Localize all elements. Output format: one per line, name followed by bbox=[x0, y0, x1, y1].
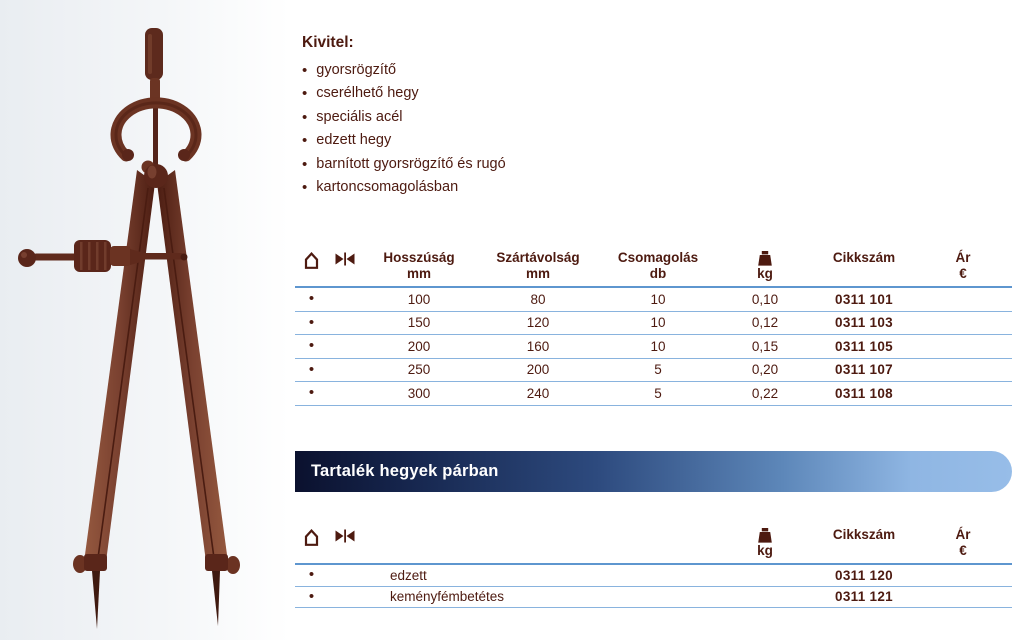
item-number-cell: 0311 105 bbox=[835, 338, 893, 354]
feature-item bbox=[302, 129, 632, 152]
row-bullet: • bbox=[308, 313, 315, 331]
feature-item-label: edzett hegy bbox=[316, 132, 392, 149]
features-title: Kivitel: bbox=[302, 34, 354, 51]
column-header-itemno: Cikkszám bbox=[832, 527, 896, 542]
bullet-icon: • bbox=[302, 179, 308, 197]
length-cell: 150 bbox=[407, 315, 431, 331]
column-header-itemno: Cikkszám bbox=[832, 250, 896, 265]
spec-cell: keményfémbetétes bbox=[390, 589, 505, 605]
column-header-price: Ár € bbox=[955, 527, 971, 558]
span-cell: 120 bbox=[526, 315, 550, 331]
row-bullet: • bbox=[308, 290, 315, 308]
span-cell: 240 bbox=[526, 385, 550, 401]
column-header-price: Ár € bbox=[955, 250, 971, 281]
feature-item bbox=[302, 82, 632, 105]
weight-icon bbox=[716, 250, 814, 266]
item-number-cell: 0311 108 bbox=[835, 385, 893, 401]
feature-item bbox=[302, 153, 632, 176]
bullet-icon: • bbox=[302, 132, 308, 150]
weight-cell: 0,15 bbox=[751, 338, 779, 354]
spec-cell: edzett bbox=[390, 567, 427, 583]
length-cell: 300 bbox=[407, 385, 431, 401]
feature-item-label: cserélhető hegy bbox=[316, 85, 419, 102]
item-number-cell: 0311 107 bbox=[835, 362, 893, 378]
feature-item-label: kartoncsomagolásban bbox=[316, 179, 459, 196]
bullet-icon: • bbox=[302, 155, 308, 173]
table-row bbox=[295, 288, 1012, 312]
spare-tips-table bbox=[295, 527, 1012, 608]
span-cell: 80 bbox=[530, 291, 546, 307]
column-header-packaging: Csomagolás db bbox=[617, 250, 699, 281]
section-banner-title: Tartalék hegyek párban bbox=[311, 462, 499, 480]
item-number-cell: 0311 120 bbox=[835, 567, 893, 583]
feature-item-label: gyorsrögzítő bbox=[316, 62, 397, 78]
column-header-weight: kg bbox=[716, 527, 814, 559]
weight-cell: 0,22 bbox=[751, 385, 779, 401]
feature-item bbox=[302, 106, 632, 129]
table-row bbox=[295, 587, 1012, 609]
item-number-cell: 0311 121 bbox=[835, 589, 893, 605]
packaging-cell: 10 bbox=[650, 338, 666, 354]
compass-stem bbox=[153, 98, 158, 168]
weight-cell: 0,20 bbox=[751, 362, 779, 378]
bullet-icon: • bbox=[302, 108, 308, 126]
feature-item-label: speciális acél bbox=[316, 108, 403, 125]
table-row bbox=[295, 382, 1012, 406]
photo-background bbox=[0, 0, 290, 640]
column-header-weight: kg bbox=[716, 250, 814, 282]
row-bullet: • bbox=[308, 360, 315, 378]
packaging-cell: 10 bbox=[650, 291, 666, 307]
bullet-icon: • bbox=[302, 85, 308, 103]
row-bullet: • bbox=[308, 384, 315, 402]
packaging-cell: 5 bbox=[654, 385, 662, 401]
length-cell: 200 bbox=[407, 338, 431, 354]
product-table-header bbox=[295, 250, 1012, 288]
item-number-cell: 0311 101 bbox=[835, 291, 893, 307]
weight-cell: 0,12 bbox=[751, 315, 779, 331]
item-number-cell: 0311 103 bbox=[835, 315, 893, 331]
span-cell: 160 bbox=[526, 338, 550, 354]
span-cell: 200 bbox=[526, 362, 550, 378]
row-bullet: • bbox=[308, 587, 315, 605]
length-cell: 250 bbox=[407, 362, 431, 378]
table-row bbox=[295, 312, 1012, 336]
weight-cell: 0,10 bbox=[751, 291, 779, 307]
divider-legs-icon bbox=[328, 527, 362, 547]
bow-compass-icon bbox=[295, 527, 328, 550]
feature-item bbox=[302, 59, 632, 82]
features-section bbox=[302, 34, 632, 199]
product-photo-spring-divider bbox=[0, 0, 290, 640]
table-row bbox=[295, 335, 1012, 359]
packaging-cell: 5 bbox=[654, 362, 662, 378]
bow-compass-icon bbox=[295, 250, 328, 273]
feature-item bbox=[302, 176, 632, 199]
divider-legs-icon bbox=[328, 250, 362, 270]
bullet-icon: • bbox=[302, 62, 308, 79]
row-bullet: • bbox=[308, 337, 315, 355]
section-banner bbox=[295, 451, 1012, 492]
table-row bbox=[295, 565, 1012, 587]
product-table bbox=[295, 250, 1012, 406]
feature-item-label: barnított gyorsrögzítő és rugó bbox=[316, 155, 506, 172]
column-header-length: Hosszúság mm bbox=[383, 250, 455, 281]
table-row bbox=[295, 359, 1012, 383]
length-cell: 100 bbox=[407, 291, 431, 307]
column-header-span: Szártávolság mm bbox=[496, 250, 580, 281]
weight-icon bbox=[716, 527, 814, 543]
packaging-cell: 10 bbox=[650, 315, 666, 331]
row-bullet: • bbox=[308, 566, 315, 584]
spare-tips-table-header bbox=[295, 527, 1012, 565]
